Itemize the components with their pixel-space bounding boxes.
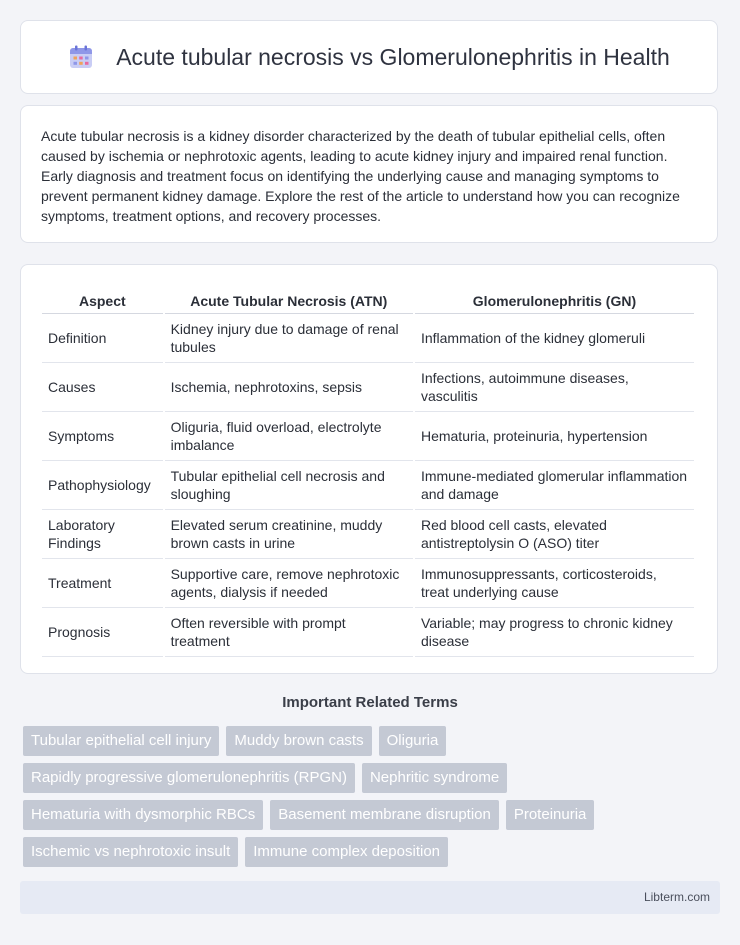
table-row — [42, 363, 694, 412]
column-header: Aspect — [42, 285, 163, 314]
related-term-tag[interactable]: Basement membrane disruption — [270, 800, 499, 830]
calendar-grid-icon — [68, 44, 94, 70]
table-cell: Supportive care, remove nephrotoxic agents, dialysis if needed — [165, 559, 413, 608]
table-cell: Kidney injury due to damage of renal tubules — [165, 314, 413, 363]
table-row — [42, 314, 694, 363]
table-row — [42, 412, 694, 461]
table-cell: Immunosuppressants, corticosteroids, treat underlying cause — [415, 559, 694, 608]
related-term-tag[interactable]: Muddy brown casts — [226, 726, 371, 756]
related-term-tag[interactable]: Oliguria — [379, 726, 447, 756]
table-cell: Inflammation of the kidney glomeruli — [415, 314, 694, 363]
table-row — [42, 608, 694, 657]
table-cell: Pathophysiology — [42, 461, 163, 510]
table-cell: Treatment — [42, 559, 163, 608]
related-term-tag[interactable]: Immune complex deposition — [245, 837, 448, 867]
table-cell: Causes — [42, 363, 163, 412]
table-row — [42, 559, 694, 608]
comparison-table-card — [20, 264, 718, 674]
table-cell: Definition — [42, 314, 163, 363]
table-cell: Often reversible with prompt treatment — [165, 608, 413, 657]
table-cell: Tubular epithelial cell necrosis and sloughing — [165, 461, 413, 510]
table-cell: Red blood cell casts, elevated antistreptolysin O (ASO) titer — [415, 510, 694, 559]
table-cell: Infections, autoimmune diseases, vasculitis — [415, 363, 694, 412]
table-header-row — [42, 285, 694, 314]
table-row — [42, 461, 694, 510]
header — [68, 44, 670, 71]
related-terms-list — [23, 726, 723, 867]
footer-site-link[interactable]: Libterm.com — [643, 890, 710, 904]
table-cell: Laboratory Findings — [42, 510, 163, 559]
page-title: Acute tubular necrosis vs Glomerulonephritis in Health — [116, 43, 670, 70]
table-cell: Immune-mediated glomerular inflammation and damage — [415, 461, 694, 510]
related-term-tag[interactable]: Proteinuria — [506, 800, 595, 830]
footer — [20, 881, 720, 914]
table-cell: Hematuria, proteinuria, hypertension — [415, 412, 694, 461]
column-header: Acute Tubular Necrosis (ATN) — [165, 285, 413, 314]
table-cell: Symptoms — [42, 412, 163, 461]
column-header: Glomerulonephritis (GN) — [415, 285, 694, 314]
header-card — [20, 20, 718, 94]
table-cell: Variable; may progress to chronic kidney disease — [415, 608, 694, 657]
intro-paragraph: Acute tubular necrosis is a kidney disorder characterized by the death of tubular epithelial cells, often caused by ischemia or nephrotoxic agents, leading to acute kidney injury and impaired renal function. Early diagnosis and treatment focus on identifying the underlying cause and managing symptoms to prevent permanent kidney damage. Explore the rest of the article to understand how you can recognize symptoms, treatment options, and recovery processes. — [41, 128, 680, 224]
related-term-tag[interactable]: Nephritic syndrome — [362, 763, 507, 793]
intro-card — [20, 105, 718, 243]
table-cell: Elevated serum creatinine, muddy brown casts in urine — [165, 510, 413, 559]
related-term-tag[interactable]: Ischemic vs nephrotoxic insult — [23, 837, 238, 867]
related-term-tag[interactable]: Rapidly progressive glomerulonephritis (RPGN) — [23, 763, 355, 793]
related-term-tag[interactable]: Hematuria with dysmorphic RBCs — [23, 800, 263, 830]
related-term-tag[interactable]: Tubular epithelial cell injury — [23, 726, 219, 756]
comparison-table — [40, 285, 696, 657]
related-terms-heading: Important Related Terms — [282, 694, 458, 711]
table-cell: Prognosis — [42, 608, 163, 657]
table-row — [42, 510, 694, 559]
table-cell: Ischemia, nephrotoxins, sepsis — [165, 363, 413, 412]
table-cell: Oliguria, fluid overload, electrolyte imbalance — [165, 412, 413, 461]
